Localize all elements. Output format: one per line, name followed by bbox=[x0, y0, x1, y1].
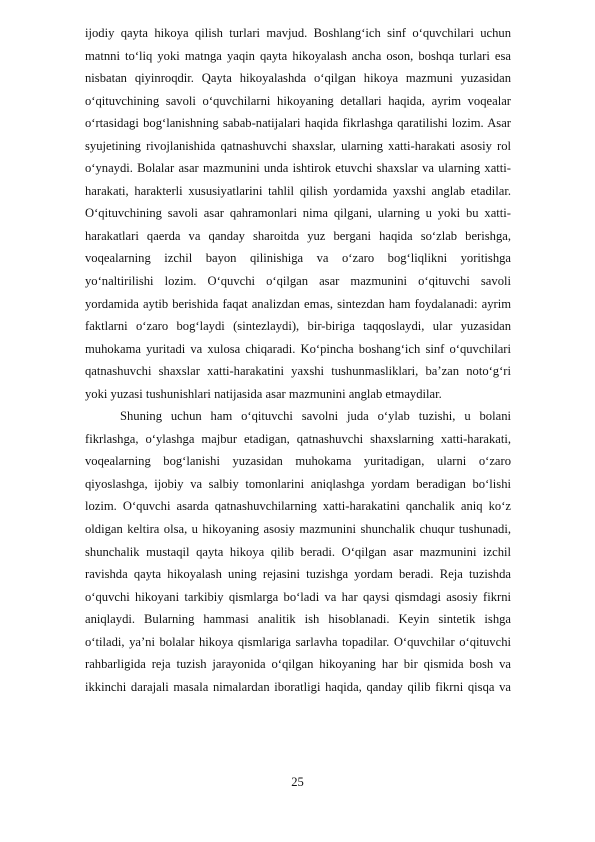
text-line: lozim. O‘quvchi asarda qatnashuvchilarning xatti-harakatini qanchalik aniq ko‘z bbox=[85, 499, 511, 514]
text-line: Shuning uchun ham o‘qituvchi savolni juda o‘ylab tuzishi, u bolani bbox=[120, 409, 511, 424]
text-line: shunchalik mustaqil qayta hikoya qilib beradi. O‘qilgan asar mazmunini izchil bbox=[85, 544, 511, 559]
text-line: rahbarligida reja tuzish jarayonida o‘qilgan hikoyaning har bir qismida bosh va bbox=[85, 657, 511, 672]
text-line: yo‘naltirilishi lozim. O‘quvchi o‘qilgan asar mazmunini o‘qituvchi savoli bbox=[85, 274, 511, 289]
text-line: voqealarning bog‘lanishi yuzasidan muhokama yuritadigan, ularni o‘zaro bbox=[85, 454, 511, 469]
text-line: syujetining rivojlanishida qatnashuvchi shaxslar, ularning xatti-harakati asosiy rol bbox=[85, 138, 511, 153]
text-line: O‘qituvchining savoli asar qahramonlari nima qilgani, ularning u yoki bu xatti- bbox=[85, 206, 511, 221]
text-line: faktlarni o‘zaro bog‘laydi (sintezlaydi), bir-biriga taqqoslaydi, ular yuzasidan bbox=[85, 319, 511, 334]
text-line: voqealarning izchil bayon qilinishiga va o‘zaro bog‘liqlikni yoritishga bbox=[85, 251, 511, 266]
text-line: ikkinchi darajali masala nimalardan iboratligi haqida, qanday qilib fikrni qisqa va bbox=[85, 679, 511, 694]
text-line: matnni to‘liq yoki matnga yaqin qayta hikoyalash ancha oson, boshqa turlari esa bbox=[85, 48, 511, 63]
text-line: o‘quvchi hikoyani tarkibiy qismlarga bo‘ladi va har qaysi qismdagi asosiy fikrni bbox=[85, 589, 511, 604]
text-line: ravishda qayta hikoyalash uning rejasini tuzishga yordam beradi. Reja tuzishda bbox=[85, 567, 511, 582]
text-line: qiyoslashga, ijobiy va salbiy tomonlarini aniqlashga yordam beradigan bo‘lishi bbox=[85, 476, 511, 491]
text-line: o‘qituvchining savoli o‘quvchilarni hikoyaning detallari haqida, ayrim voqealar bbox=[85, 93, 511, 108]
paragraph-1 bbox=[85, 22, 511, 405]
text-line: muhokama yuritadi va xulosa chiqaradi. Ko‘pincha boshang‘ich sinf o‘quvchilari bbox=[85, 341, 511, 356]
text-line: harakatlari qaerda va qanday sharoitda yuz bergani haqida so‘zlab berishga, bbox=[85, 228, 511, 243]
text-line: harakati, harakterli xususiyatlarini tahlil qilish yordamida yaxshi anglab etadilar. bbox=[85, 183, 511, 198]
body-text bbox=[85, 22, 511, 698]
page-number: 25 bbox=[291, 775, 304, 789]
text-line: yordamida aytib berishida faqat analizdan emas, sintezdan ham foydalanadi: ayrim bbox=[85, 296, 511, 311]
text-line: fikrlashga, o‘ylashga majbur etadigan, qatnashuvchi shaxslarning xatti-harakati, bbox=[85, 431, 511, 446]
text-line: o‘ynaydi. Bolalar asar mazmunini unda ishtirok etuvchi shaxslar va ularning xatti- bbox=[85, 161, 511, 176]
text-line: aniqlaydi. Bularning hammasi analitik ish hisoblanadi. Keyin sintetik ishga bbox=[85, 612, 511, 627]
text-line: ijodiy qayta hikoya qilish turlari mavjud. Boshlang‘ich sinf o‘quvchilari uchun bbox=[85, 26, 511, 40]
text-line: qatnashuvchi shaxslar xatti-harakatini yaxshi tushunmasliklari, ba’zan noto‘g‘ri bbox=[85, 364, 511, 379]
text-line: o‘rtasidagi bog‘lanishning sabab-natijalari haqida fikrlashga qaratilishi lozim. Asar bbox=[85, 116, 511, 131]
paragraph-2 bbox=[85, 405, 511, 698]
text-line: oldigan keltira olsa, u hikoyaning asosiy mazmunini shunchalik chuqur tushunadi, bbox=[85, 522, 511, 537]
text-line: o‘tiladi, ya’ni bolalar hikoya qismlariga sarlavha topadilar. O‘quvchilar o‘qituvchi bbox=[85, 634, 511, 649]
text-line: yoki yuzasi tushunishlari natijasida asar mazmunini anglab etmaydilar. bbox=[85, 386, 442, 401]
text-line: nisbatan qiyinroqdir. Qayta hikoyalashda o‘qilgan hikoya mazmuni yuzasidan bbox=[85, 71, 511, 86]
